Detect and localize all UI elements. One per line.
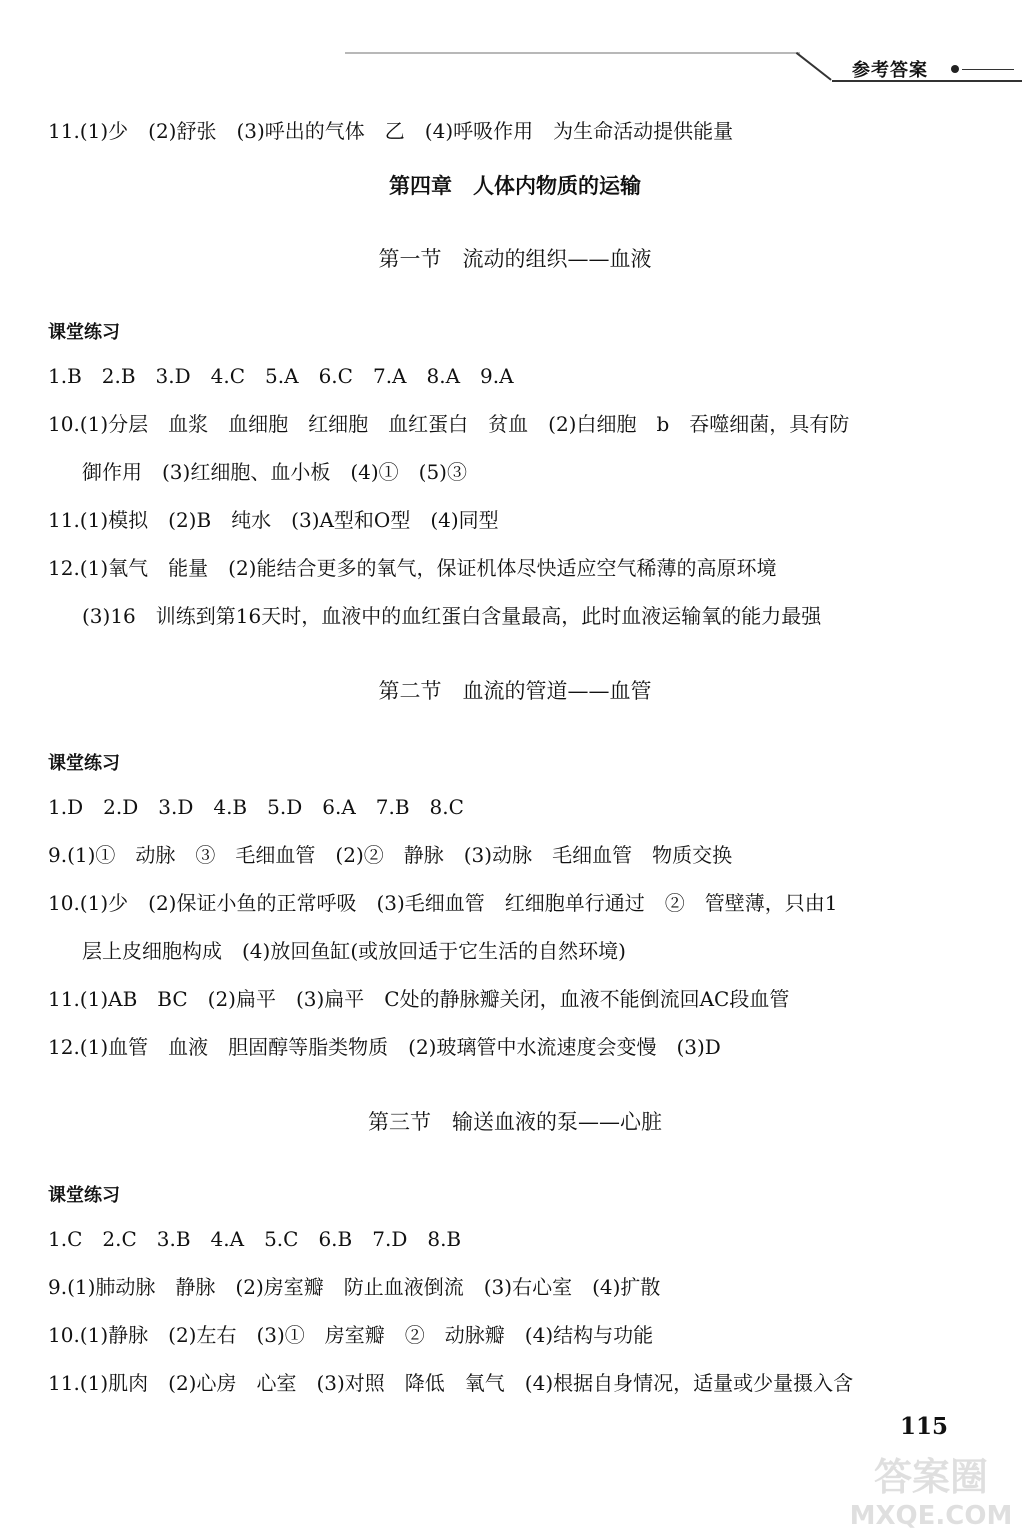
section-title: 第一节 流动的组织——血液 — [378, 247, 652, 271]
answer-line: 11.(1)少 (2)舒张 (3)呼出的气体 乙 (4)呼吸作用 为生命活动提供能量 — [48, 119, 734, 143]
watermark-logo — [838, 1448, 1024, 1530]
section-title: 第二节 血流的管道——血管 — [378, 679, 652, 703]
answer-line: 10.(1)静脉 (2)左右 (3)① 房室瓣 ② 动脉瓣 (4)结构与功能 — [48, 1323, 654, 1347]
answer-line: 10.(1)少 (2)保证小鱼的正常呼吸 (3)毛细血管 红细胞单行通过 ② 管壁薄，只由1 — [48, 891, 838, 915]
header-dot-icon — [951, 65, 959, 73]
practice-label: 课堂练习 — [48, 753, 120, 774]
answer-line: 11.(1)模拟 (2)B 纯水 (3)A型和O型 (4)同型 — [48, 508, 499, 532]
answer-line: 1.C 2.C 3.B 4.A 5.C 6.B 7.D 8.B — [48, 1227, 462, 1251]
chapter-title: 第四章 人体内物质的运输 — [389, 174, 641, 198]
practice-label: 课堂练习 — [48, 322, 120, 343]
answer-line: 御作用 (3)红细胞、血小板 (4)① (5)③ — [82, 460, 467, 484]
watermark-top-text: 答案圈 — [873, 1455, 989, 1499]
header-rule — [345, 52, 800, 54]
answer-line: 11.(1)AB BC (2)扁平 (3)扁平 C处的静脉瓣关闭，血液不能倒流回AC段血管 — [48, 987, 790, 1011]
section-title: 第三节 输送血液的泵——心脏 — [368, 1110, 662, 1134]
answer-line: 11.(1)肌肉 (2)心房 心室 (3)对照 降低 氧气 (4)根据自身情况，适量或少量摄入含 — [48, 1371, 854, 1395]
watermark-bottom-text: MXQE.COM — [849, 1501, 1013, 1530]
header-label: 参考答案 — [852, 60, 928, 81]
page-number: 115 — [900, 1413, 949, 1440]
answer-line: 1.B 2.B 3.D 4.C 5.A 6.C 7.A 8.A 9.A — [48, 364, 514, 388]
answer-line: 层上皮细胞构成 (4)放回鱼缸(或放回适于它生活的自然环境) — [82, 939, 626, 963]
answer-line: 12.(1)血管 血液 胆固醇等脂类物质 (2)玻璃管中水流速度会变慢 (3)D — [48, 1035, 721, 1059]
practice-label: 课堂练习 — [48, 1185, 120, 1206]
answer-line: 1.D 2.D 3.D 4.B 5.D 6.A 7.B 8.C — [48, 795, 464, 819]
answer-line: 9.(1)① 动脉 ③ 毛细血管 (2)② 静脉 (3)动脉 毛细血管 物质交换 — [48, 843, 733, 867]
header-slant-rule — [796, 52, 832, 81]
answer-line: 9.(1)肺动脉 静脉 (2)房室瓣 防止血液倒流 (3)右心室 (4)扩散 — [48, 1275, 661, 1299]
answer-line: (3)16 训练到第16天时，血液中的血红蛋白含量最高，此时血液运输氧的能力最强 — [82, 604, 822, 628]
answer-line: 10.(1)分层 血浆 血细胞 红细胞 血红蛋白 贫血 (2)白细胞 b 吞噬细菌，具有防 — [48, 412, 850, 436]
answer-line: 12.(1)氧气 能量 (2)能结合更多的氧气，保证机体尽快适应空气稀薄的高原环境 — [48, 556, 777, 580]
header-tail-rule — [962, 69, 1014, 70]
